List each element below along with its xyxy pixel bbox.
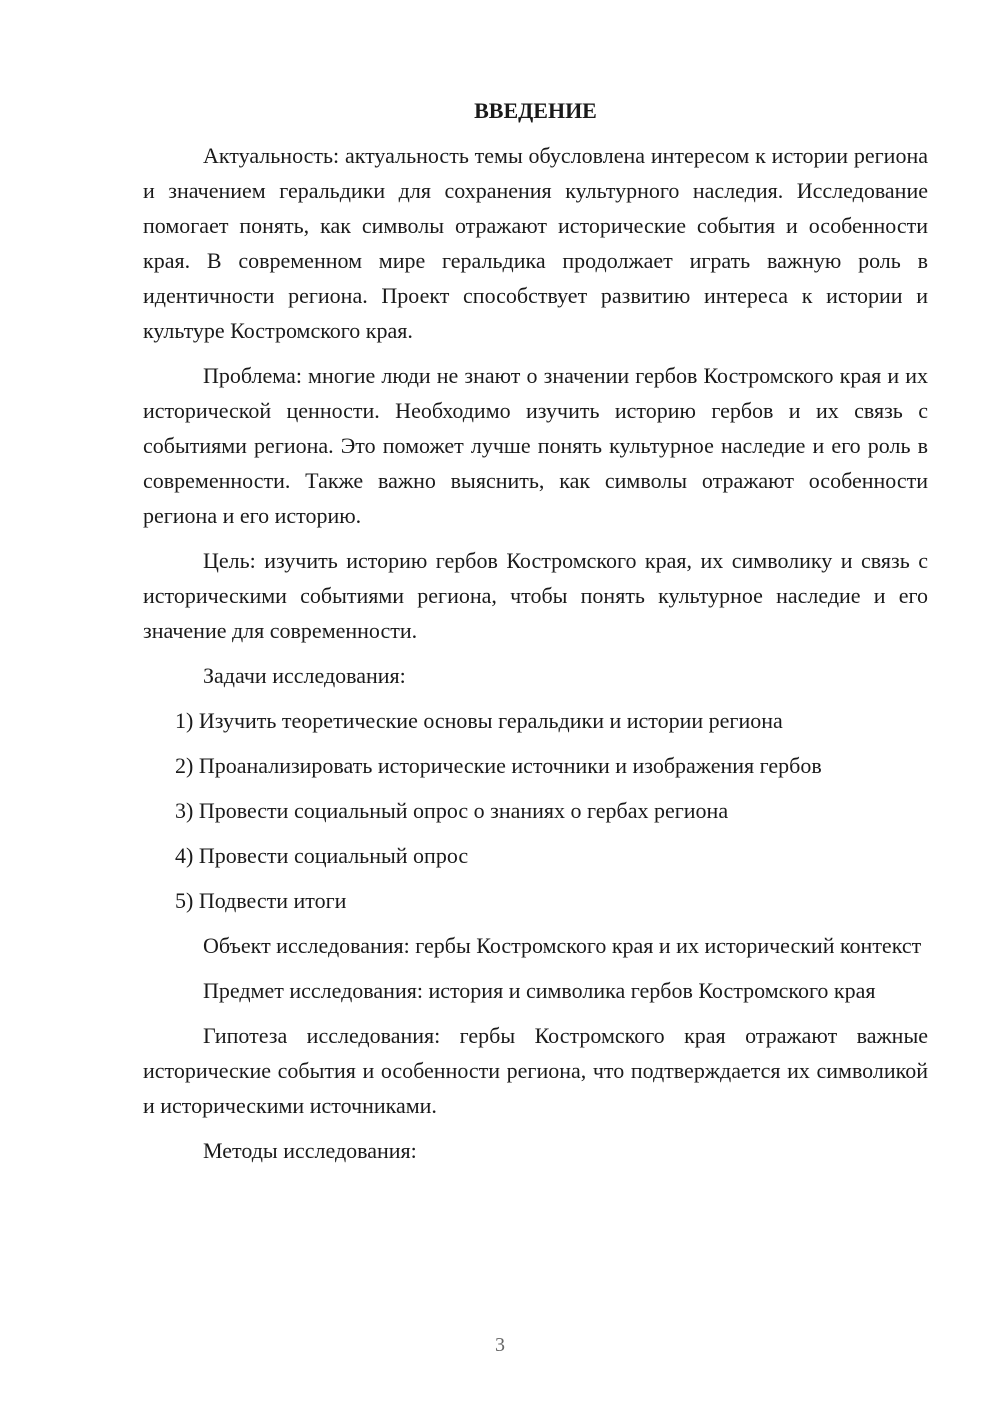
paragraph-object: Объект исследования: гербы Костромского края и их исторический контекст (203, 933, 922, 958)
list-item: 1) Изучить теоретические основы геральдики и истории региона (175, 708, 783, 733)
page-title: ВВЕДЕНИЕ (474, 98, 597, 123)
paragraph-problem: Проблема: многие люди не знают о значении гербов Костромского края и их исторической ценности. Необходимо изучить историю гербов и их связь с событиями региона. Это поможет лучше понять культурное наследие и его роль в современности. Также важно выяснить, как символы отражают особенности региона и его историю. (143, 363, 928, 528)
tasks-heading: Задачи исследования: (203, 663, 406, 688)
list-item: 2) Проанализировать исторические источники и изображения гербов (175, 753, 822, 778)
paragraph-subject: Предмет исследования: история и символика гербов Костромского края (203, 978, 876, 1003)
tasks-list (143, 703, 928, 918)
list-item: 5) Подвести итоги (175, 888, 347, 913)
paragraph-hypothesis: Гипотеза исследования: гербы Костромского края отражают важные исторические события и особенности региона, что подтверждается их символикой и историческими источниками. (143, 1023, 928, 1118)
list-item: 3) Провести социальный опрос о знаниях о гербах региона (175, 798, 729, 823)
paragraph-goal: Цель: изучить историю гербов Костромского края, их символику и связь с историческими событиями региона, чтобы понять культурное наследие и его значение для современности. (143, 548, 928, 643)
page-number: 3 (495, 1334, 505, 1356)
paragraph-relevance: Актуальность: актуальность темы обусловлена интересом к истории региона и значением геральдики для сохранения культурного наследия. Исследование помогает понять, как символы отражают исторические события и особенности края. В современном мире геральдика продолжает играть важную роль в идентичности региона. Проект способствует развитию интереса к истории и культуре Костромского края. (143, 143, 928, 343)
page-content (143, 96, 928, 1178)
methods-heading: Методы исследования: (203, 1138, 417, 1163)
list-item: 4) Провести социальный опрос (175, 843, 469, 868)
